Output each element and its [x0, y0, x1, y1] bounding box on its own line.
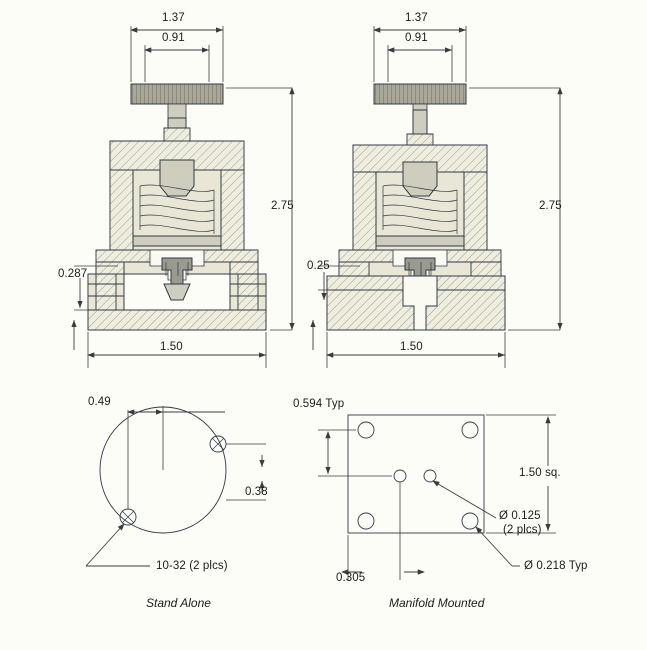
dim-label-150-right: 1.50 — [400, 341, 423, 353]
dim-label-150-sq: 1.50 sq. — [519, 467, 561, 479]
dim-label-137-right: 1.37 — [405, 12, 428, 24]
dim-label-025-right: 0.25 — [307, 260, 330, 272]
dim-label-0287-left: 0.287 — [58, 268, 88, 280]
dim-091-right — [388, 45, 452, 82]
dim-label-038: 0.38 — [245, 486, 268, 498]
dim-label-091-right: 0.91 — [405, 32, 428, 44]
note-1032: 10-32 (2 plcs) — [156, 560, 228, 572]
dim-label-0305: 0.305 — [336, 572, 366, 584]
dim-label-091-left: 0.91 — [162, 32, 185, 44]
stand-alone-bottom-geometry — [86, 406, 266, 566]
note-2-plcs: (2 plcs) — [503, 524, 542, 536]
dim-label-049: 0.49 — [88, 396, 111, 408]
dim-label-150-left: 1.50 — [160, 341, 183, 353]
dim-label-275-left: 2.75 — [271, 200, 294, 212]
dim-label-dia-0218-typ: Ø 0.218 Typ — [524, 560, 588, 572]
dim-label-275-right: 2.75 — [539, 200, 562, 212]
dim-label-137-left: 1.37 — [162, 12, 185, 24]
caption-stand-alone: Stand Alone — [146, 596, 211, 610]
manifold-mounted-section-geometry — [327, 84, 505, 330]
stand-alone-section-geometry — [88, 84, 266, 330]
manifold-mounted-bottom-geometry — [318, 415, 556, 580]
caption-manifold-mounted: Manifold Mounted — [389, 596, 485, 610]
dim-label-dia-0125: Ø 0.125 — [499, 510, 541, 522]
dim-label-0594-typ: 0.594 Typ — [293, 398, 345, 410]
dim-091-left — [145, 45, 209, 82]
